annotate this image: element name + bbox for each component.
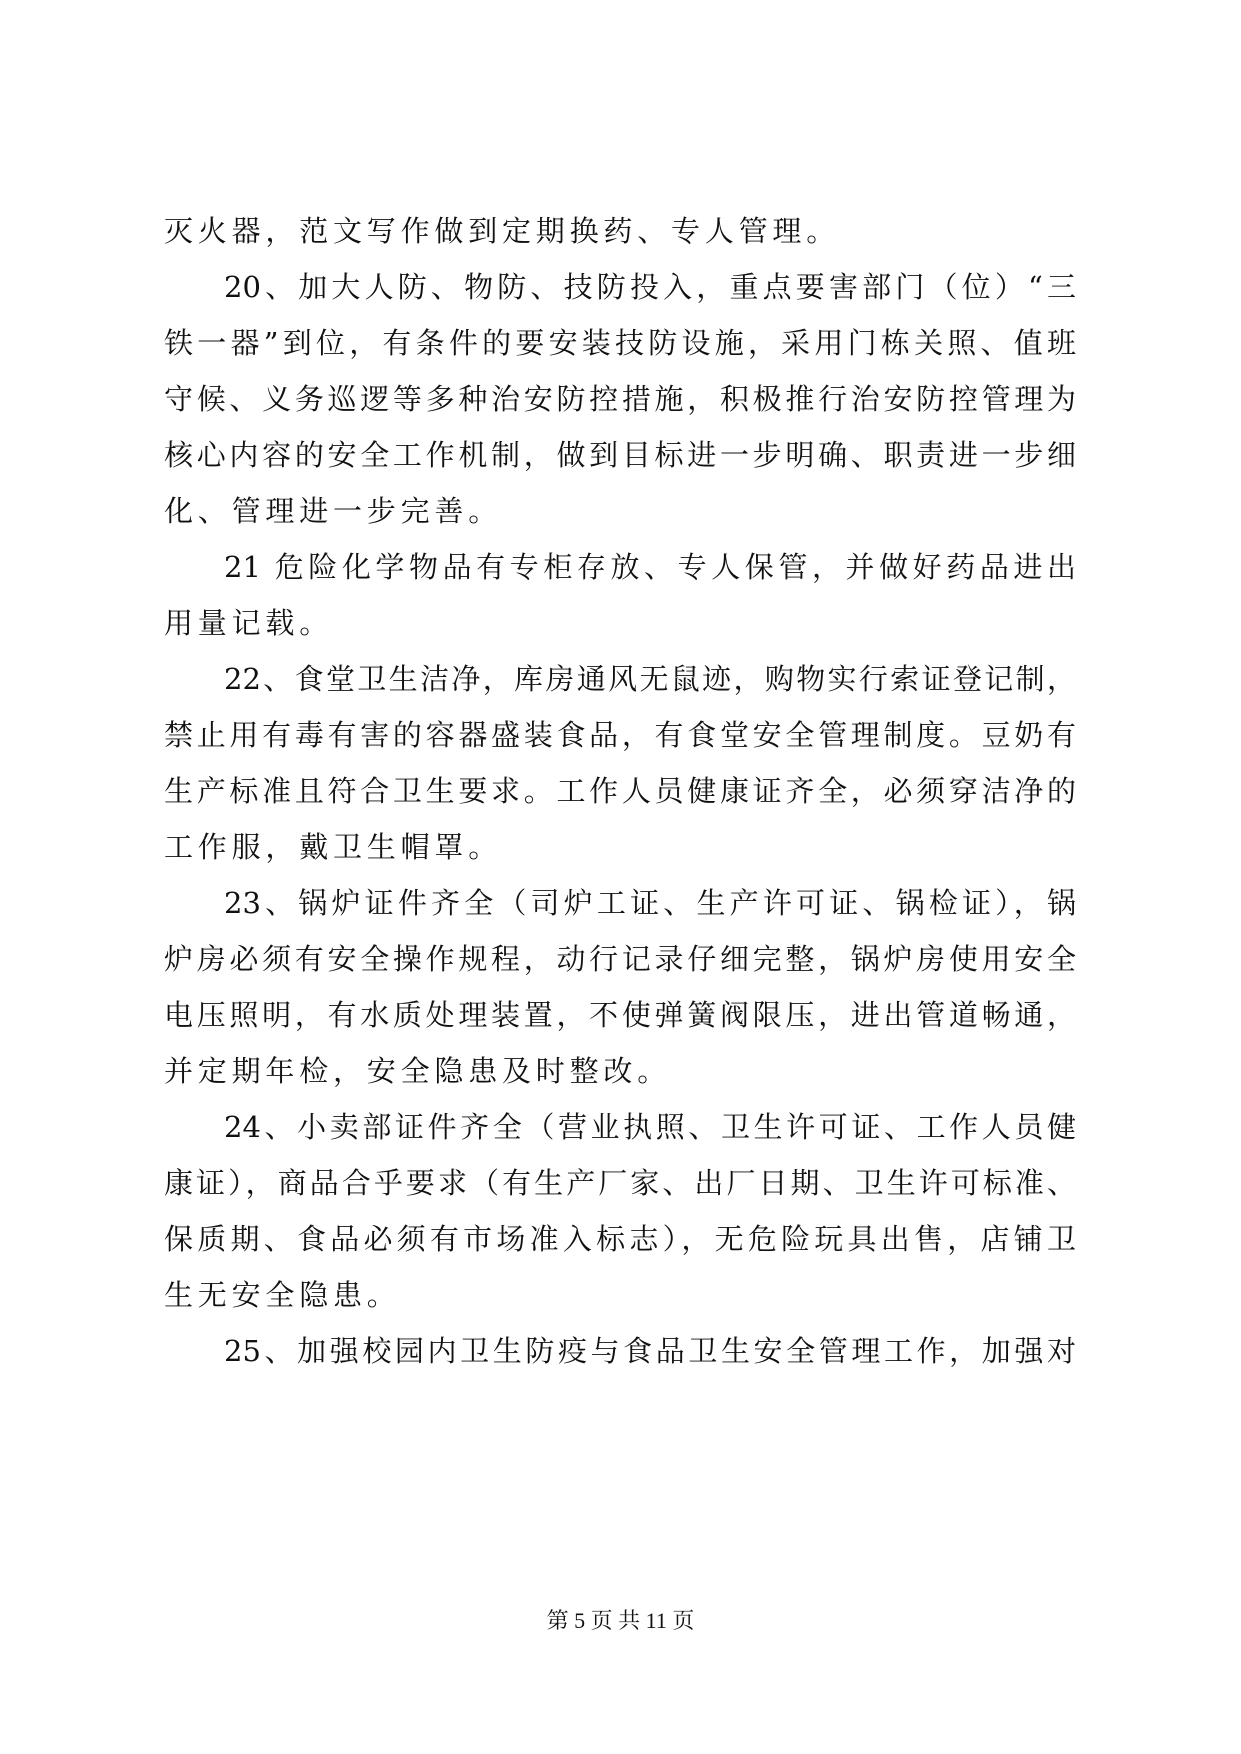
text-line: 保质期、食品必须有市场准入标志），无危险玩具出售，店铺卫 [164, 1222, 1076, 1256]
text-line: 核心内容的安全工作机制，做到目标进一步明确、职责进一步细 [164, 438, 1076, 472]
text-line: 康证），商品合乎要求（有生产厂家、出厂日期、卫生许可标准、 [164, 1166, 1076, 1200]
paragraph-23-start: 23、锅炉证件齐全（司炉工证、生产许可证、锅检证），锅 [224, 886, 1076, 920]
paragraph-25-start: 25、加强校园内卫生防疫与食品卫生安全管理工作，加强对 [224, 1334, 1076, 1368]
text-line: 并定期年检，安全隐患及时整改。 [164, 1054, 672, 1088]
text-line: 生产标准且符合卫生要求。工作人员健康证齐全，必须穿洁净的 [164, 774, 1076, 808]
text-line: 电压照明，有水质处理装置，不使弹簧阀限压，进出管道畅通， [164, 998, 1076, 1032]
text-line: 炉房必须有安全操作规程，动行记录仔细完整，锅炉房使用安全 [164, 942, 1076, 976]
paragraph-24-start: 24、小卖部证件齐全（营业执照、卫生许可证、工作人员健 [224, 1110, 1076, 1144]
paragraph-20-start: 20、加大人防、物防、技防投入，重点要害部门（位）“三 [224, 270, 1076, 304]
paragraph-21-start: 21 危险化学物品有专柜存放、专人保管，并做好药品进出 [224, 550, 1076, 584]
text-line: 工作服，戴卫生帽罩。 [164, 830, 503, 864]
text-line: 禁止用有毒有害的容器盛装食品，有食堂安全管理制度。豆奶有 [164, 718, 1076, 752]
page-footer: 第 5 页 共 11 页 [546, 1608, 695, 1633]
text-line: 灭火器，范文写作做到定期换药、专人管理。 [164, 214, 841, 248]
paragraph-22-start: 22、食堂卫生洁净，库房通风无鼠迹，购物实行索证登记制， [224, 662, 1076, 696]
text-line: 化、管理进一步完善。 [164, 494, 503, 528]
text-line: 生无安全隐患。 [164, 1278, 401, 1312]
text-line: 铁一器”到位，有条件的要安装技防设施，采用门栋关照、值班 [164, 326, 1076, 360]
text-line: 守候、义务巡逻等多种治安防控措施，积极推行治安防控管理为 [164, 382, 1076, 416]
text-line: 用量记载。 [164, 606, 334, 640]
